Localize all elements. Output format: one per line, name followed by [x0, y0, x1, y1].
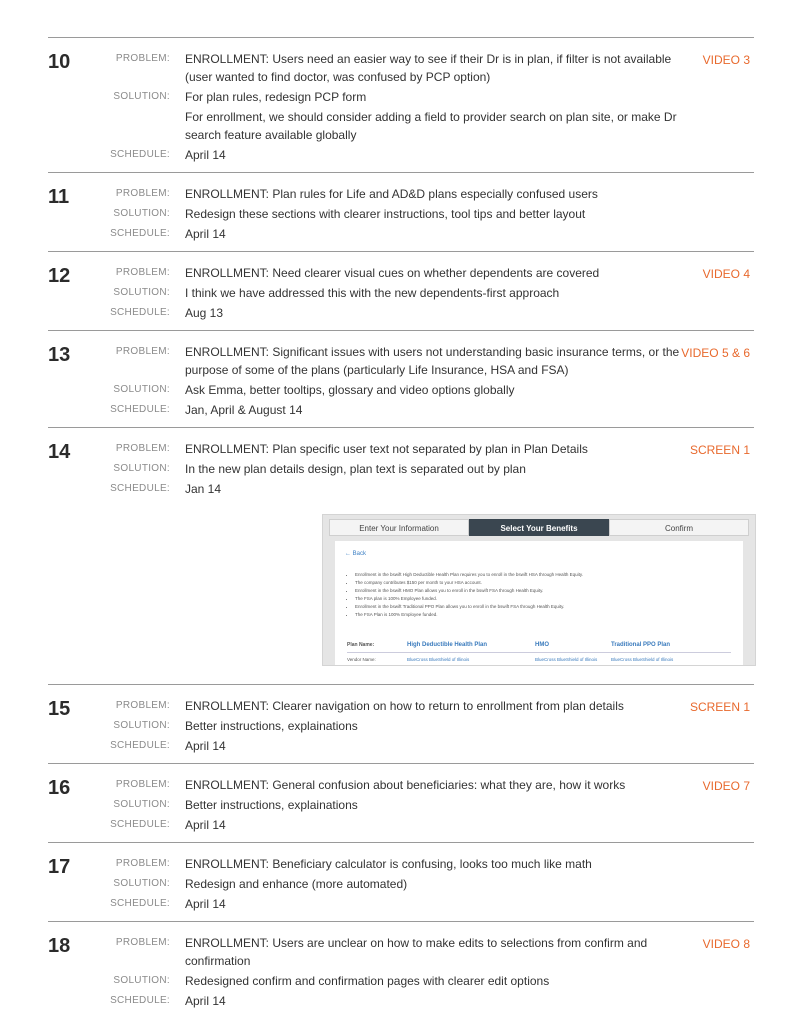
problem-label: PROBLEM: — [115, 779, 170, 790]
issue-item — [48, 172, 754, 251]
issue-tag: VIDEO 7 — [702, 779, 750, 793]
vendor-name: BlueCross BlueShield of Illinois — [611, 657, 674, 662]
schedule-text: Aug 13 — [185, 306, 224, 320]
plan-note: • The company contributes $150 per month to your HSA account. — [355, 579, 583, 587]
schedule-label: SCHEDULE: — [110, 995, 170, 1006]
issue-tag: VIDEO 5 & 6 — [681, 346, 750, 360]
step-select-benefits: Select Your Benefits — [469, 519, 609, 536]
problem-text: ENROLLMENT: Users are unclear on how to make edits to selections from confirm and confirmation — [185, 936, 648, 968]
issue-number: 13 — [48, 344, 71, 366]
problem-text: ENROLLMENT: Beneficiary calculator is confusing, looks too much like math — [185, 857, 592, 871]
back-link: ← Back — [345, 551, 367, 557]
issue-item — [48, 37, 754, 172]
issue-tag: VIDEO 4 — [702, 267, 750, 281]
solution-text: For plan rules, redesign PCP form — [185, 90, 367, 104]
issue-number: 18 — [48, 935, 71, 957]
solution-text: Redesigned confirm and confirmation pages with clearer edit options — [185, 974, 550, 988]
plan-details-screenshot — [322, 514, 756, 666]
plan-name: HMO — [535, 642, 549, 648]
solution-text: Better instructions, explainations — [185, 719, 358, 733]
solution-text: Redesign and enhance (more automated) — [185, 877, 408, 891]
issue-item — [48, 251, 754, 330]
schedule-label: SCHEDULE: — [110, 819, 170, 830]
schedule-label: SCHEDULE: — [110, 483, 170, 494]
problem-label: PROBLEM: — [115, 267, 170, 278]
solution-label: SOLUTION: — [113, 799, 170, 810]
vendor-name: BlueCross BlueShield of Illinois — [407, 657, 470, 662]
plan-note: • Enrollment in the bswift High Deductible Health Plan requires you to enroll in the bswift HSA through Health Equity. — [355, 571, 583, 579]
issue-tag: VIDEO 3 — [702, 53, 750, 67]
schedule-label: SCHEDULE: — [110, 898, 170, 909]
schedule-text: April 14 — [185, 148, 226, 162]
problem-text: ENROLLMENT: Significant issues with users not understanding basic insurance terms, or the purpose of some of the plans (particularly Life Insurance, HSA and FSA) — [185, 345, 680, 377]
solution-text: Ask Emma, better tooltips, glossary and video options globally — [185, 383, 515, 397]
problem-text: ENROLLMENT: Need clearer visual cues on whether dependents are covered — [185, 266, 600, 280]
issue-tag: SCREEN 1 — [689, 443, 750, 457]
problem-label: PROBLEM: — [115, 858, 170, 869]
issue-item — [48, 842, 754, 921]
plan-note: • The FSA plan is 100% Employee funded. — [355, 595, 583, 603]
plan-note: • The FSA Plan is 100% Employee funded. — [355, 611, 583, 619]
plan-table — [347, 639, 731, 666]
schedule-label: SCHEDULE: — [110, 740, 170, 751]
solution-label: SOLUTION: — [113, 287, 170, 298]
problem-text: ENROLLMENT: Plan specific user text not separated by plan in Plan Details — [185, 442, 588, 456]
schedule-text: Jan 14 — [185, 482, 222, 496]
issue-item — [48, 427, 754, 684]
issue-item — [48, 330, 754, 427]
solution-label: SOLUTION: — [113, 463, 170, 474]
schedule-text: April 14 — [185, 227, 226, 241]
schedule-label: SCHEDULE: — [110, 228, 170, 239]
schedule-text: April 14 — [185, 818, 226, 832]
issue-number: 15 — [48, 698, 71, 720]
solution-text: Better instructions, explainations — [185, 798, 358, 812]
solution-text: I think we have addressed this with the new dependents-first approach — [185, 286, 560, 300]
schedule-label: SCHEDULE: — [110, 307, 170, 318]
plan-name-row — [347, 639, 731, 653]
issue-item — [48, 921, 754, 1018]
problem-text: ENROLLMENT: General confusion about beneficiaries: what they are, how it works — [185, 778, 626, 792]
issue-number: 11 — [48, 186, 70, 208]
solution-text: Redesign these sections with clearer instructions, tool tips and better layout — [185, 207, 586, 221]
solution-text: In the new plan details design, plan text is separated out by plan — [185, 462, 526, 476]
solution-label: SOLUTION: — [113, 91, 170, 102]
issue-tag: VIDEO 8 — [702, 937, 750, 951]
schedule-label: SCHEDULE: — [110, 404, 170, 415]
issue-list — [48, 37, 754, 1018]
step-confirm: Confirm — [609, 519, 749, 536]
step-enter-information: Enter Your Information — [329, 519, 469, 536]
plan-name-label: Plan Name: — [347, 642, 375, 648]
problem-text: ENROLLMENT: Users need an easier way to see if their Dr is in plan, if filter is not available (user wanted to find doctor, was confused by PCP option) — [185, 52, 672, 84]
plan-note: • Enrollment in the bswift HMO Plan allows you to enroll in the bswift FSA through Health Equity. — [355, 587, 583, 595]
vendor-row — [347, 653, 731, 666]
vendor-label: Vendor Name: — [347, 657, 376, 662]
issue-number: 17 — [48, 856, 71, 878]
solution-label: SOLUTION: — [113, 878, 170, 889]
plan-notes — [347, 571, 583, 619]
problem-label: PROBLEM: — [115, 53, 170, 64]
problem-label: PROBLEM: — [115, 346, 170, 357]
issue-number: 14 — [48, 441, 71, 463]
problem-label: PROBLEM: — [115, 188, 170, 199]
issue-item — [48, 684, 754, 763]
problem-label: PROBLEM: — [115, 700, 170, 711]
schedule-text: Jan, April & August 14 — [185, 403, 303, 417]
plan-details-panel — [335, 541, 743, 665]
schedule-text: April 14 — [185, 897, 226, 911]
solution-text: For enrollment, we should consider adding a field to provider search on plan site, or make Dr search feature available globally — [185, 110, 677, 142]
solution-label: SOLUTION: — [113, 975, 170, 986]
plan-note: • Enrollment in the bswift Traditional PPO Plan allows you to enroll in the bswift FSA through Health Equity. — [355, 603, 583, 611]
solution-label: SOLUTION: — [113, 384, 170, 395]
problem-text: ENROLLMENT: Plan rules for Life and AD&D plans especially confused users — [185, 187, 598, 201]
issue-number: 16 — [48, 777, 71, 799]
solution-label: SOLUTION: — [113, 208, 170, 219]
progress-steps — [329, 519, 749, 536]
problem-label: PROBLEM: — [115, 443, 170, 454]
problem-label: PROBLEM: — [115, 937, 170, 948]
issue-tag: SCREEN 1 — [689, 700, 750, 714]
plan-name: Traditional PPO Plan — [611, 642, 671, 648]
solution-label: SOLUTION: — [113, 720, 170, 731]
problem-text: ENROLLMENT: Clearer navigation on how to return to enrollment from plan details — [185, 699, 624, 713]
plan-name: High Deductible Health Plan — [407, 642, 488, 648]
schedule-label: SCHEDULE: — [110, 149, 170, 160]
schedule-text: April 14 — [185, 994, 226, 1008]
vendor-name: BlueCross BlueShield of Illinois — [535, 657, 598, 662]
issue-number: 12 — [48, 265, 71, 287]
issue-item — [48, 763, 754, 842]
issue-number: 10 — [48, 51, 71, 73]
schedule-text: April 14 — [185, 739, 226, 753]
